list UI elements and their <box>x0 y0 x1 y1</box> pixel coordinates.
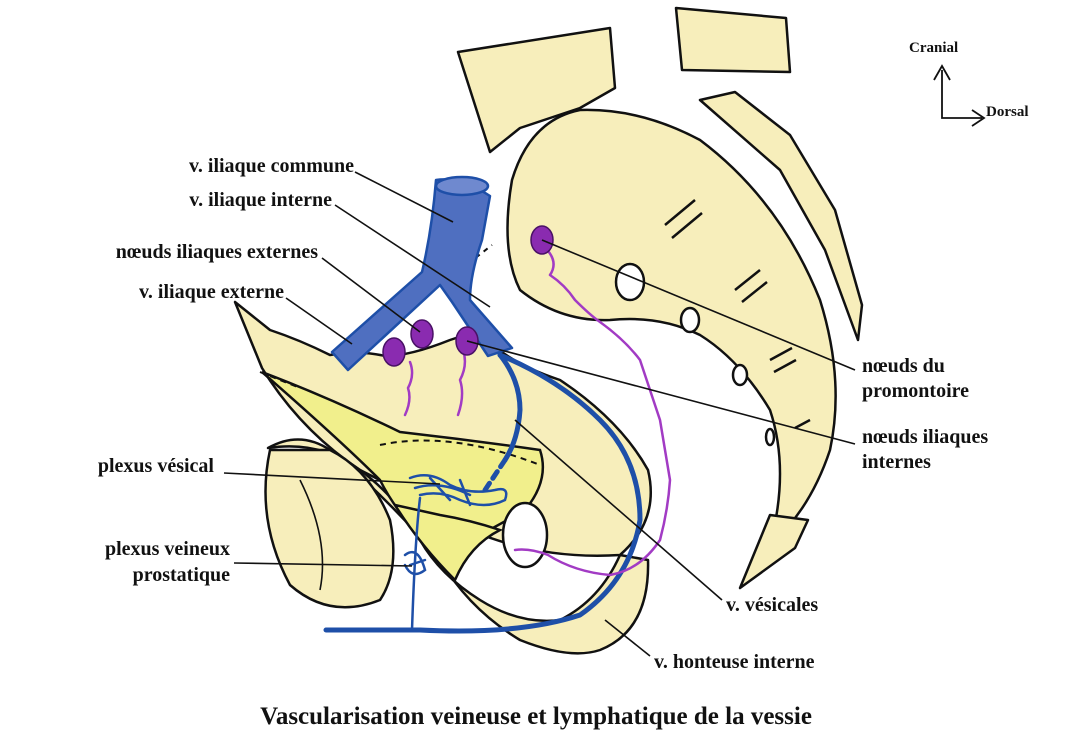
label-plexus-prostatique-2: prostatique <box>132 564 230 586</box>
external-iliac-node-2 <box>411 320 433 348</box>
label-noeuds-promontoire-1: nœuds du <box>862 355 945 377</box>
obturator-foramen <box>503 503 547 567</box>
label-noeuds-iliaques-externes: nœuds iliaques externes <box>115 241 318 263</box>
label-noeuds-iliaques-internes-2: internes <box>862 451 931 473</box>
iliac-bone-fragment-right <box>676 8 790 72</box>
label-vesicales: v. vésicales <box>726 594 819 616</box>
external-iliac-node-1 <box>383 338 405 366</box>
label-honteuse-interne: v. honteuse interne <box>654 651 815 673</box>
orientation-indicator <box>909 40 1029 126</box>
cranial-label: Cranial <box>909 40 959 56</box>
coccyx-tip <box>740 515 808 588</box>
dorsal-label: Dorsal <box>986 104 1029 120</box>
leader-iliaque-externe <box>286 298 352 344</box>
label-iliaque-externe: v. iliaque externe <box>139 281 284 303</box>
label-plexus-vesical: plexus vésical <box>97 455 214 477</box>
iliac-common-vein-cut <box>436 177 488 195</box>
label-plexus-prostatique-1: plexus veineux <box>104 538 230 560</box>
label-iliaque-interne: v. iliaque interne <box>189 189 332 211</box>
label-iliaque-commune: v. iliaque commune <box>188 155 354 177</box>
label-noeuds-promontoire-2: promontoire <box>862 380 970 402</box>
label-noeuds-iliaques-internes-1: nœuds iliaques <box>862 426 989 448</box>
figure-title: Vascularisation veineuse et lymphatique de la vessie <box>260 703 812 730</box>
